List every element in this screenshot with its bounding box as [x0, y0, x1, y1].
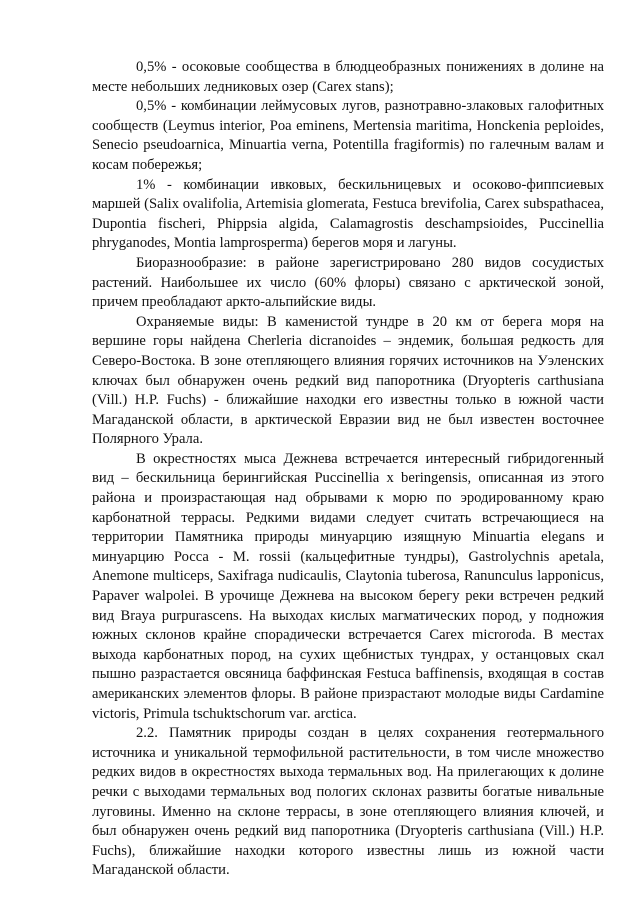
document-body [92, 58, 604, 881]
paragraph-biodiversity: Биоразнообразие: в районе зарегистрировано 280 видов сосудистых растений. Наибольшее их число (60% флоры) связано с арктической зоной, причем преобладают аркто-альпийские виды. [92, 254, 604, 311]
paragraph-protected-species: Охраняемые виды: В каменистой тундре в 20 км от берега моря на вершине горы найдена Cherleria dicranoides – эндемик, большая редкость для Северо-Востока. В зоне отепляющего влияния горячих источников на Уэленских ключах был обнаружен очень редкий вид папоротника (Dryopteris carthusiana (Vill.) H.P. Fuchs) - ближайшие находки его известны только в южной части Магаданской области, в арктической Евразии вид не был известен восточнее Полярного Урала. [92, 313, 604, 448]
paragraph-dezhnev-cape: В окрестностях мыса Дежнева встречается интересный гибридогенный вид – бескильница берингийская Puccinellia x beringensis, описанная из этого района и произрастающая над обрывами к морю по эродированному краю карбонатной террасы. Редкими видами следует считать встречающиеся на территории Памятника природы минуарцию изящную Minuartia elegans и минуарцию Росса - M. rossii (кальцефитные тундры), Gastrolychnis apetala, Anemone multiceps, Saxifraga nudicaulis, Claytonia tuberosa, Ranunculus lapponicus, Papaver walpolei. В урочище Дежнева на высоком берегу реки встречен редкий вид Braya purpurascens. На выходах кислых магматических пород, у подножия южных склонов крайне спорадически встречается Carex microroda. В местах выхода карбонатных пород, на сухих щебнистых тундрах, у останцовых скал пышно разрастается овсяница баффинская Festuca baffinensis, входящая в состав американских элементов флоры. В районе призрастают молодые виды Cardamine victoris, Primula tschuktschorum var. arctica. [92, 450, 604, 722]
paragraph-sedge-communities: 0,5% - осоковые сообщества в блюдцеобразных понижениях в долине на месте небольших ледниковых озер (Carex stans); [92, 59, 604, 95]
paragraph-leymus-meadows: 0,5% - комбинации леймусовых лугов, разнотравно-злаковых галофитных сообществ (Leymus interior, Poa eminens, Mertensia maritima, Honckenia peploides, Senecio pseudoarnica, Minuartia verna, Potentilla fragiformis) по галечным валам и косам побережья; [92, 98, 604, 173]
paragraph-salt-marshes: 1% - комбинации ивковых, бескильницевых и осоково-фиппсиевых маршей (Salix ovalifolia, Artemisia glomerata, Festuca brevifolia, Carex subspathacea, Dupontia fischeri, Phippsia algida, Calamagrostis deschampsioides, Puccinellia phryganodes, Montia lamprosperma) берегов моря и лагуны. [92, 176, 604, 252]
paragraph-section-2-2: 2.2. Памятник природы создан в целях сохранения геотермального источника и уникальной термофильной растительности, в том числе множество редких видов в окрестностях выхода термальных вод. На прилегающих к долине речки с выходами термальных вод пологих склонах развиты богатые нивальные луговины. Именно на склоне террасы, в зоне отепляющего влияния ключей, и был обнаружен очень редкий вид папоротника (Dryopteris carthusiana (Vill.) H.P. Fuchs), ближайшие находки которого известны лишь из южной части Магаданской области. [92, 725, 604, 879]
